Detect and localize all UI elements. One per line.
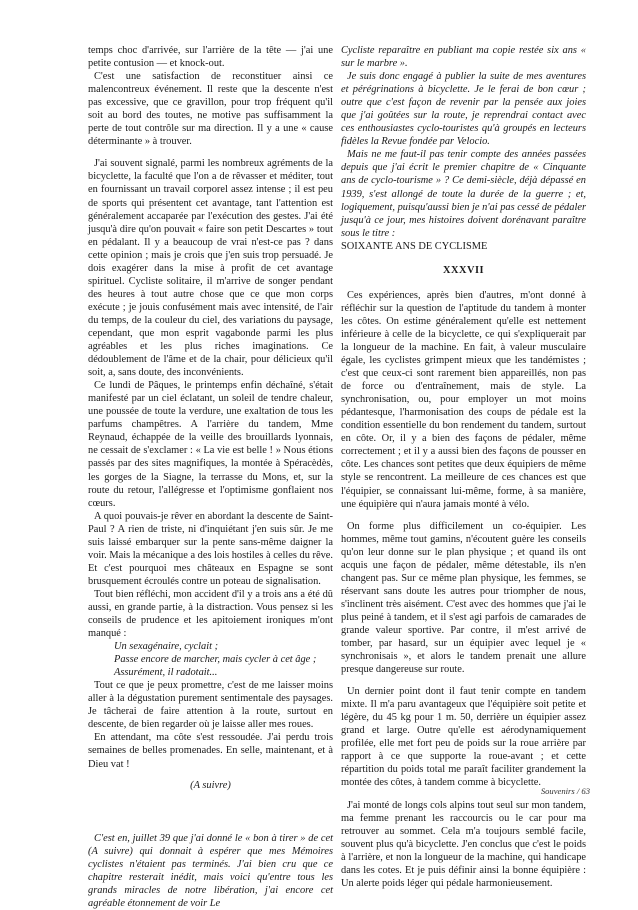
editorial-note-continued: Je suis donc engagé à publier la suite de mes aventures et pérégrinations à bicyclette. Je le ferai de bon cœur ; outre que c'est façon de revenir par la pensée aux joies que j'ai goûtées sur la route, je reprendrai contact avec ces enthousiastes cyclo-touristes qu'à groupés en lecteurs fidèles la Revue fondée par Velocio. (341, 71, 586, 148)
to-be-continued: (A suivre) (190, 779, 231, 791)
poem-line: Assurément, il radotait... (114, 667, 218, 679)
paragraph: A quoi pouvais-je rêver en abordant la descente de Saint-Paul ? A rien de triste, ni d'inquiétant j'en suis sûr. Je me suis laissé embarquer sur la pente sans-même daigner la voir. Mais la mécanique a des lois hostiles à celles du rêve. Et c'est pourquoi mes châteaux en Espagne se sont brusquement écroulés contre un poteau de signalisation. (88, 510, 333, 587)
editorial-note-continued: Cycliste reparaître en publiant ma copie restée six ans « sur le marbre ». (341, 45, 586, 70)
left-column (88, 44, 333, 910)
paragraph: On forme plus difficilement un co-équipier. Les hommes, même tout gamins, n'écoutent guère les conseils qu'on leur donne sur le plan physique ; et quand ils ont acquis une façon de pédaler, même détestable, ils n'en changent pas. Sur ce même plan physique, les femmes, se réservant sans doute les autres pour triompher de nous, s'inclinent très aisément. C'est avec des hommes que j'ai le plus peiné à tandem, et il s'est agi parfois de camarades de grande valeur sportive. Par contre, il m'est arrivé de tomber, par hasard, sur un équipier avec lequel je « synchronisais », et alors le tandem prenait une allure presque dangereuse sur route. (341, 520, 586, 676)
right-column (341, 44, 586, 890)
paragraph: En attendant, ma côte s'est ressoudée. J'ai perdu trois semaines de belles promenades. En selle, maintenant, et à Dieu vat ! (88, 732, 333, 770)
paragraph: Tout bien réfléchi, mon accident d'il y a trois ans a été dû aussi, en grande partie, à la distraction. Vous pensez si les conseils de prudence et les apitoiement ironiques m'ont manqué : (88, 588, 333, 640)
paragraph: Ce lundi de Pâques, le printemps enfin déchaîné, s'était manifesté par un ciel éclatant, un soleil de tendre chaleur, une poussée de toute la verdure, une exaltation de tous les parfums champêtres. A l'arrière du tandem, Mme Reynaud, échappée de la veille des brouillards lyonnais, ne cessait de s'exclamer : « La vie est belle ! » Nous étions passés par des sites magnifiques, la montée à Spéracèdès, les gorges de la Siagne, la terrasse du Mons, et, sur la route du retour, l'allégresse et l'optimisme gonflaient nos cœurs. (88, 380, 333, 509)
page-footer: Souvenirs / 63 (540, 786, 590, 796)
paragraph: J'ai souvent signalé, parmi les nombreux agréments de la bicyclette, la faculté que l'on a de rêvasser et méditer, tout en fournissant un travail corporel assez intense ; il est peu de sports qui présentent cet avantage, tant l'attention est généralement accaparée par l'exécution des gestes. J'ai été jusqu'à dire qu'on pouvait « faire son petit Descartes » tout en pédalant. Il y a beaucoup de vrai n'est-ce pas ? dans cette opinion ; mais je crois que j'en suis trop persuadé. Je dois exagérer dans la mise à profit de cet avantage spirituel. Cycliste solitaire, il m'arrive de songer pendant des heures à tout autre chose que ce que mon corps exécute ; je jouis confusément mais avec intensité, de l'air du temps, de la couleur du ciel, des variations du paysage, cependant, que mon esprit vagabonde parmi les plus agréables et les plus riches imaginations. Ce dédoublement de l'âme et de la chair, pour délicieux qu'il soit, a, sans doute, des inconvénients. (88, 158, 333, 379)
poem-line: Passe encore de marcher, mais cycler à cet âge ; (114, 654, 317, 666)
paragraph: Un dernier point dont il faut tenir compte en tandem mixte. Il m'a paru avantageux que l'équipière soit petite et légère, du 45 kg pour 1 m. 50, derrière un équipier assez grand et large. Outre qu'elle est aérodynamiquement profilée, elle met fort peu de poids sur la roue arrière par rapport à ce que supporte la roue-avant ; et cette répartition du poids total me paraît faciliter grandement la montée des côtes, à tandem comme à bicyclette. (341, 686, 586, 789)
paragraph: temps choc d'arrivée, sur l'arrière de la tête — j'ai une petite contusion — et knock-out. (88, 45, 333, 70)
chapter-number: XXXVII (442, 264, 485, 276)
editorial-note: C'est en, juillet 39 que j'ai donné le « bon à tirer » de cet (A suivre) qui donnait à espérer que mes Mémoires cyclistes n'étaient pas terminés. J'ai bien cru que ce chapitre resterait inédit, mais voici qu'entre tous les grands miracles de notre libération, j'ai encore cet agréable étonnement de voir Le (88, 832, 333, 909)
editorial-note-continued: Mais ne me faut-il pas tenir compte des années passées depuis que j'ai écrit le premier chapitre de « Cinquante ans de cyclo-tourisme » ? Ce demi-siècle, déjà dépassé en 1939, s'est allongé de toute la durée de la guerre ; et, logiquement, puisqu'aussi bien je n'ai pas cessé de pédaler jusqu'à ce jour, mes histoires doivent dorénavant paraître sous le titre : (341, 149, 586, 239)
paragraph: Ces expériences, après bien d'autres, m'ont donné à réfléchir sur la question de l'aptitude du tandem à monter les côtes. On estime généralement qu'elle est nettement inférieure à celle de la bicyclette, ce qui s'expliquerait par la longueur de la machine. En fait, à valeur musculaire égale, les cyclistes grimpent mieux que les tandémistes ; c'est que ceux-ci sont rarement bien appareillés, non pas de force ou d'entraînement, mais de style. La synchronisation, ou, pour employer un mot moins pédantesque, l'harmonisation des coups de pédale est la condition essentielle du bon rendement du tandem, surtout en côte. Or, il y a bien des façons de pédaler, même correctement ; et il y a aussi bien des façons de pousser en côte. Les chances sont petites que deux équipiers de même style se rencontrent. La meilleure de ces chances est que l'équipier, se connaissant lui-même, forme, à sa manière, une équipière qui n'aura jamais monté à vélo. (341, 289, 586, 510)
paragraph: Tout ce que je peux promettre, c'est de me laisser moins aller à la dégustation purement sentimentale des paysages. Je tâcherai de faire attention à la route, surtout en descente, de bien regarder où je laisse aller mes roues. (88, 680, 333, 731)
paragraph: J'ai monté de longs cols alpins tout seul sur mon tandem, ma femme prenant les raccourcis ou le car pour ma retrouver au sommet. Cela m'a toujours semblé facile, souvent plus qu'à bicyclette. J'en conclus que c'est le poids à l'arrière, et non la longueur de la machine, qui handicape dans les cotes. Et je puis définir ainsi la bonne équipière : Un alerte poids léger qui pédale harmonieusement. (341, 799, 586, 889)
poem-line: Un sexagénaire, cyclait ; (114, 641, 219, 653)
series-title: SOIXANTE ANS DE CYCLISME (341, 240, 488, 252)
paragraph: C'est une satisfaction de reconstituer ainsi ce malencontreux événement. Il reste que la descente n'est pas excessive, que ce gravillon, pour trop fréquent qu'il soit au bord des toutes, ne motive pas suffisamment la perte de tout contrôle sur ma direction. Il y a une « cause déterminante » à trouver. (88, 71, 333, 148)
